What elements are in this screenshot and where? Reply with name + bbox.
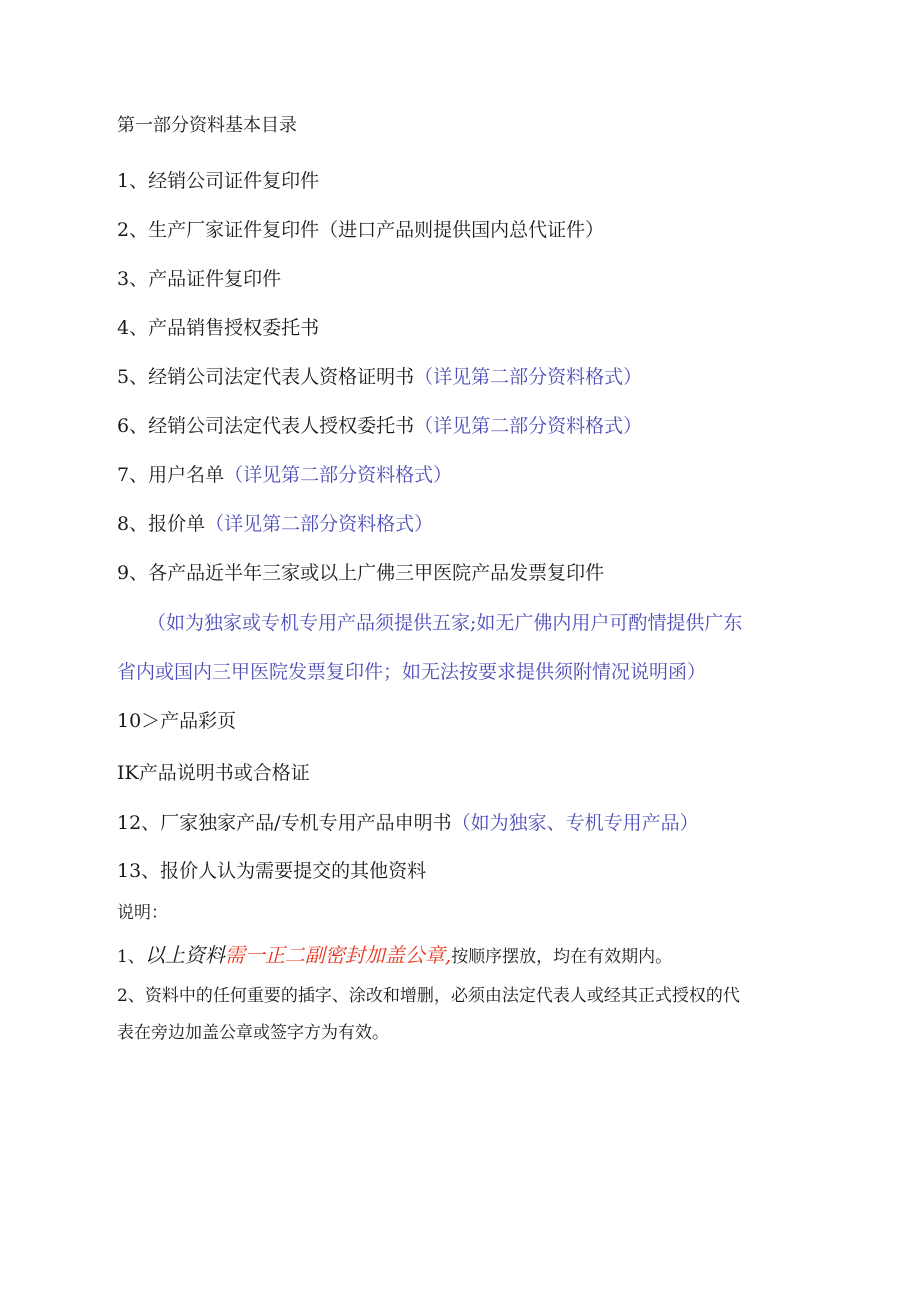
item-text: 9、各产品近半年三家或以上广佛三甲医院产品发票复印件 xyxy=(117,562,605,584)
item-text: 5、经销公司法定代表人资格证明书 xyxy=(117,366,415,388)
list-item-10 xyxy=(117,708,236,734)
list-item-1 xyxy=(117,168,319,194)
note-1-prefix: 1、 xyxy=(117,947,145,967)
list-item-12 xyxy=(117,810,699,836)
note-1 xyxy=(117,942,672,970)
item-note: （详见第二部分资料格式） xyxy=(414,415,643,437)
item-text: 1、经销公司证件复印件 xyxy=(117,170,320,192)
list-item-9 xyxy=(117,560,604,586)
item-note: （详见第二部分资料格式） xyxy=(205,513,434,535)
item-text: 7、用户名单 xyxy=(117,464,225,486)
list-item-3 xyxy=(117,266,281,292)
note-1-italic: 以上资料 xyxy=(144,943,225,967)
item-note: （详见第二部分资料格式） xyxy=(224,464,453,486)
list-item-2 xyxy=(117,217,604,243)
note-2-line-2: 表在旁边加盖公章或签字方为有效。 xyxy=(117,1023,389,1043)
item-9-note-line-1: （如为独家或专机专用产品须提供五家;如无广佛内用户可酌情提供广东 xyxy=(147,612,743,634)
list-item-8 xyxy=(117,511,433,537)
item-text: 4、产品销售授权委托书 xyxy=(117,317,320,339)
list-item-7 xyxy=(117,462,452,488)
item-text: 12、厂家独家产品/专机专用产品申明书 xyxy=(117,812,452,834)
item-9-note-line-2: 省内或国内三甲医院发票复印件；如无法按要求提供须附情况说明函） xyxy=(117,661,707,683)
item-text: 10＞产品彩页 xyxy=(117,710,237,732)
section-title: 第一部分资料基本目录 xyxy=(117,115,297,136)
item-text: 2、生产厂家证件复印件（进口产品则提供国内总代证件） xyxy=(117,219,605,241)
item-text: 3、产品证件复印件 xyxy=(117,268,282,290)
note-1-rest: 按顺序摆放，均在有效期内。 xyxy=(451,947,673,967)
item-text: IK产品说明书或合格证 xyxy=(117,762,310,784)
list-item-4 xyxy=(117,315,319,341)
note-1-emphasis: 需一正二副密封加盖公章, xyxy=(224,943,452,967)
list-item-6 xyxy=(117,413,642,439)
item-note: （如为独家、专机专用产品） xyxy=(451,812,699,834)
item-text: 6、经销公司法定代表人授权委托书 xyxy=(117,415,415,437)
list-item-5 xyxy=(117,364,642,390)
list-item-11 xyxy=(117,760,310,786)
item-note: （详见第二部分资料格式） xyxy=(414,366,643,388)
note-2-line-1: 2、资料中的任何重要的插字、涂改和增删，必须由法定代表人或经其正式授权的代 xyxy=(117,986,740,1006)
item-text: 13、报价人认为需要提交的其他资料 xyxy=(117,860,427,882)
list-item-13 xyxy=(117,858,426,884)
item-text: 8、报价单 xyxy=(117,513,206,535)
notes-heading: 说明： xyxy=(117,903,168,923)
